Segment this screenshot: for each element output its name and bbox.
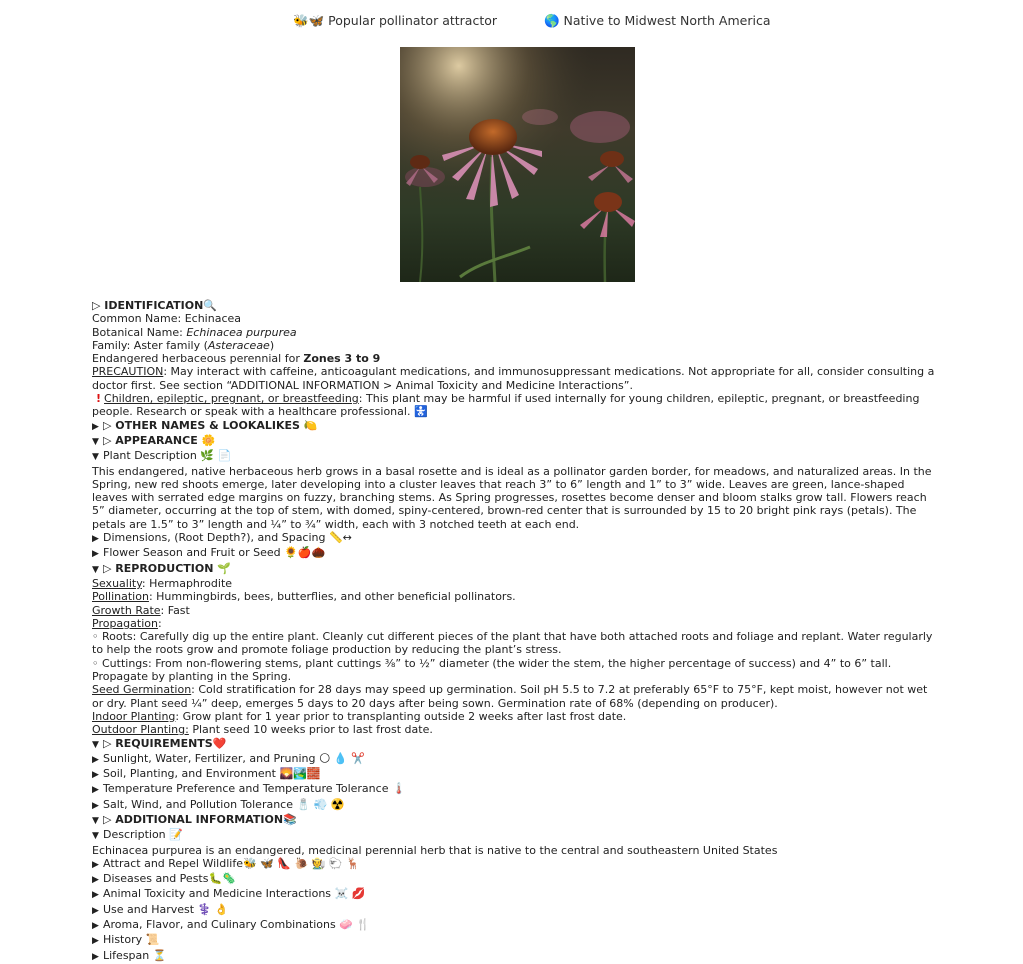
sexuality-value: : Hermaphrodite (141, 576, 233, 590)
aroma-label: Aroma, Flavor, and Culinary Combinations 🧼 🍴 (103, 918, 371, 932)
expanded-triangle-icon: ▼ (92, 815, 99, 826)
native-badge: 🌎 Native to Midwest North America (544, 13, 771, 28)
additional-item[interactable] (92, 903, 940, 918)
description-text: Echinacea purpurea is an endangered, medicinal perennial herb that is native to the central and southeastern United States (92, 843, 778, 857)
seed-germination (92, 683, 940, 710)
flower-season-label: Flower Season and Fruit or Seed 🌻🍎🌰 (103, 546, 326, 560)
outdoor-planting-text: Plant seed 10 weeks prior to last frost date. (188, 723, 433, 737)
indoor-planting (92, 710, 940, 723)
history-label: History 📜 (103, 933, 160, 947)
collapsed-triangle-icon: ▶ (92, 549, 99, 560)
endangered-text: Endangered herbaceous perennial for (92, 352, 304, 366)
other-names-heading: ▷ OTHER NAMES & LOOKALIKES 🍋 (103, 418, 318, 432)
soil-planting-label: Soil, Planting, and Environment 🌄🏞️🧱 (103, 767, 321, 781)
additional-info-heading: ▷ ADDITIONAL INFORMATION📚 (103, 812, 297, 826)
collapsed-triangle-icon: ▶ (92, 754, 99, 765)
additional-info-toggle[interactable] (92, 813, 940, 828)
indoor-planting-label: Indoor Planting (92, 709, 176, 723)
propagation-roots: ◦ Roots: Carefully dig up the entire plant. Cleanly cut different pieces of the plant that have both attached roots and foliage and replant. Water regularly to help the roots grow and promote foliage production by reducing the plant’s stress. (92, 630, 933, 657)
collapsed-triangle-icon: ▶ (92, 936, 99, 947)
plant-description-text: This endangered, native herbaceous herb grows in a basal rosette and is ideal as a pollinator garden border, for meadows, and naturalized areas. In the Spring, new red shoots emerge, later developing into a cluster leaves that reach 3” to 6” length and 1” to 3” wide. Leaves are green, lance-shaped leaves with serrated edge margins on fuzzy, branching stems. As Spring progresses, rosettes become denser and bloom stalks grow tall. Flowers reach 5” diameter, occurring at the top of stem, with domed, spiny-centered, brown-red center that is surrounded by 15 to 20 bright pink rays (petals). The petals are 1.5” to 3” length and ¼” to ¾” width, each with 3 notched teeth at each end. (92, 464, 932, 531)
sexuality-label: Sexuality (92, 576, 142, 590)
precaution-label: PRECAUTION (92, 365, 164, 379)
family-label: Family: Aster family ( (92, 338, 208, 352)
expanded-triangle-icon: ▼ (92, 831, 99, 842)
salt-wind-label: Salt, Wind, and Pollution Tolerance 🧂 💨 ☢️ (103, 797, 345, 811)
description-label: Description 📝 (103, 828, 183, 842)
collapsed-triangle-icon: ▶ (92, 785, 99, 796)
propagation-colon: : (157, 616, 162, 630)
outdoor-planting (92, 723, 940, 736)
additional-item[interactable] (92, 933, 940, 948)
growth-rate (92, 604, 940, 617)
outdoor-planting-label: Outdoor Planting: (92, 723, 189, 737)
expanded-triangle-icon: ▼ (92, 452, 99, 463)
expanded-triangle-icon: ▼ (92, 564, 99, 575)
diseases-label: Diseases and Pests🐛🦠 (103, 872, 236, 886)
children-text: : This plant may be harmful if used internally for young children, epileptic, pregnant, or breastfeeding people. Research or speak with a healthcare professional. 🚼 (92, 392, 920, 419)
propagation-label: Propagation (92, 616, 158, 630)
pollination-value: : Hummingbirds, bees, butterflies, and other beneficial pollinators. (148, 590, 516, 604)
botanical-name-value: Echinacea purpurea (186, 325, 297, 339)
indoor-planting-text: : Grow plant for 1 year prior to transplanting outside 2 weeks after last frost date. (175, 709, 627, 723)
dimensions-toggle[interactable] (92, 531, 940, 546)
additional-item[interactable] (92, 872, 940, 887)
additional-item[interactable] (92, 949, 940, 964)
warning-icon: ! (96, 392, 102, 406)
additional-item[interactable] (92, 918, 940, 933)
collapsed-triangle-icon: ▶ (92, 890, 99, 901)
precaution (92, 365, 940, 392)
identification-heading[interactable]: ▷ IDENTIFICATION🔍 (92, 299, 218, 312)
appearance-toggle[interactable] (92, 434, 940, 449)
echinacea-photo (400, 47, 635, 282)
reproduction-heading: ▷ REPRODUCTION 🌱 (103, 561, 231, 575)
plant-description-label: Plant Description 🌿 📄 (103, 449, 232, 463)
dimensions-label: Dimensions, (Root Depth?), and Spacing 📏↔ (103, 531, 352, 545)
requirements-item[interactable] (92, 782, 940, 797)
requirements-toggle[interactable] (92, 737, 940, 752)
collapsed-triangle-icon: ▶ (92, 770, 99, 781)
seed-germination-text: : Cold stratification for 28 days may speed up germination. Soil pH 5.5 to 7.2 at preferably 65°F to 75°F, kept moist, however not wet or dry. Plant seed ¼” deep, emerges 5 days to 20 days after being sown. Germination rate of 68% (depending on producer). (92, 683, 928, 710)
family-paren: ) (269, 338, 275, 352)
collapsed-triangle-icon: ▶ (92, 534, 99, 545)
growth-rate-value: : Fast (160, 603, 190, 617)
collapsed-triangle-icon: ▶ (92, 921, 99, 932)
children-warning (92, 392, 940, 419)
propagation (92, 617, 940, 630)
family-value: Asteraceae (207, 338, 270, 352)
collapsed-triangle-icon: ▶ (92, 859, 99, 870)
seed-germination-label: Seed Germination (92, 683, 192, 697)
common-name-label: Common Name: (92, 312, 185, 326)
plant-info (92, 299, 940, 964)
lifespan-label: Lifespan ⏳ (103, 948, 167, 962)
common-name-value: Echinacea (184, 312, 241, 326)
family (92, 339, 940, 352)
zones-value: Zones 3 to 9 (303, 352, 381, 366)
plant-description-toggle[interactable] (92, 449, 940, 464)
use-harvest-label: Use and Harvest ⚕️ 👌 (103, 902, 229, 916)
additional-item[interactable] (92, 887, 940, 902)
precaution-text: : May interact with caffeine, anticoagulant medications, and immunosuppressant medications. Not appropriate for all, consider consulting a doctor first. See section “ADDITIONAL INFORMATION > Animal Toxicity and Medicine Interactions”. (92, 365, 935, 392)
sunlight-water-label: Sunlight, Water, Fertilizer, and Pruning 🌕 💧 ✂️ (103, 751, 365, 765)
requirements-item[interactable] (92, 752, 940, 767)
flower-season-toggle[interactable] (92, 546, 940, 561)
collapsed-triangle-icon: ▶ (92, 951, 99, 962)
common-name (92, 312, 940, 325)
additional-item[interactable] (92, 857, 940, 872)
expanded-triangle-icon: ▼ (92, 436, 99, 447)
children-label: Children, epileptic, pregnant, or breastfeeding (104, 392, 359, 406)
endangered-zones (92, 352, 940, 365)
other-names-toggle[interactable] (92, 419, 940, 434)
sexuality (92, 577, 940, 590)
collapsed-triangle-icon: ▶ (92, 800, 99, 811)
description-toggle[interactable] (92, 828, 940, 843)
propagation-cuttings: ◦ Cuttings: From non-flowering stems, plant cuttings ⅜” to ½” diameter (the wider the stem, the higher percentage of success) and 4” to 6” tall. Propagate by planting in the Spring. (92, 656, 892, 684)
requirements-heading: ▷ REQUIREMENTS❤️ (103, 736, 227, 750)
expanded-triangle-icon: ▼ (92, 739, 99, 750)
growth-rate-label: Growth Rate (92, 603, 161, 617)
botanical-name (92, 326, 940, 339)
pollination-label: Pollination (92, 590, 149, 604)
toxicity-label: Animal Toxicity and Medicine Interactions ☠️ 💋 (103, 887, 366, 901)
botanical-name-label: Botanical Name: (92, 325, 187, 339)
collapsed-triangle-icon: ▶ (92, 905, 99, 916)
flower-illustration (400, 47, 635, 282)
requirements-item[interactable] (92, 798, 940, 813)
wildlife-label: Attract and Repel Wildlife🐝 🦋 👠 🐌 🧑‍🌾 🐑 🦌 (103, 856, 360, 870)
appearance-heading: ▷ APPEARANCE 🌼 (103, 433, 216, 447)
requirements-item[interactable] (92, 767, 940, 782)
collapsed-triangle-icon: ▶ (92, 421, 99, 432)
collapsed-triangle-icon: ▶ (92, 875, 99, 886)
temperature-label: Temperature Preference and Temperature Tolerance 🌡️ (103, 782, 406, 796)
pollinator-badge: 🐝🦋 Popular pollinator attractor (293, 13, 498, 28)
reproduction-toggle[interactable] (92, 562, 940, 577)
pollination (92, 590, 940, 603)
